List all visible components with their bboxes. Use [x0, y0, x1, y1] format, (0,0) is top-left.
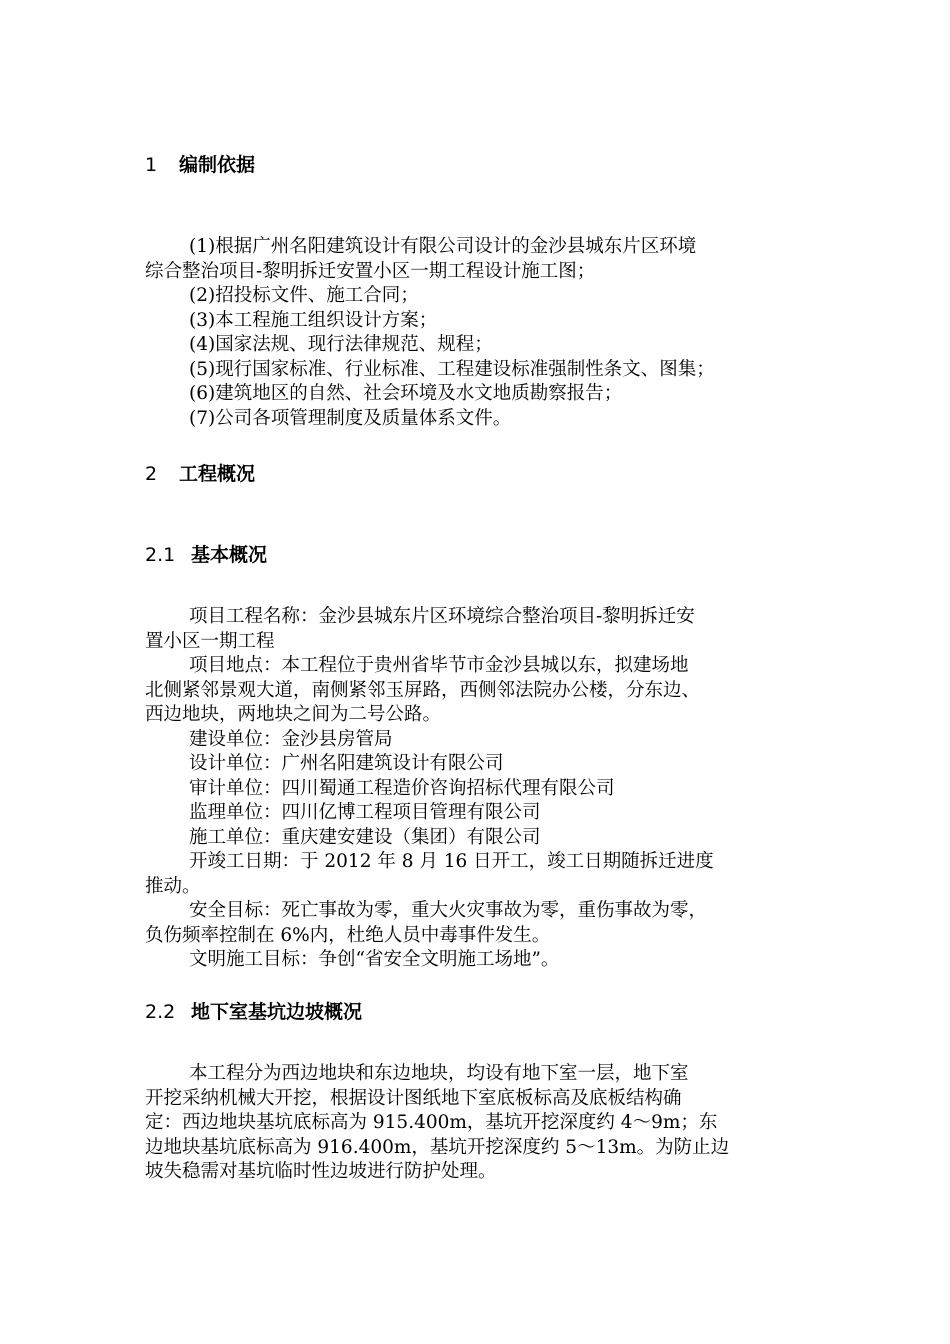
section-heading-1	[145, 153, 255, 177]
basement-line: 定：西边地块基坑底标高为 915.400m，基坑开挖深度约 4～9m；东	[145, 1112, 718, 1133]
overview-line: 西边地块，两地块之间为二号公路。	[145, 704, 442, 725]
basement-line: 开挖采纳机械大开挖，根据设计图纸地下室底板标高及底板结构确	[145, 1087, 682, 1109]
overview-line: 文明施工目标：争创“省安全文明施工场地”。	[189, 949, 560, 970]
section-number: 1	[145, 154, 158, 176]
overview-line: 开竣工日期：于 2012 年 8 月 16 日开工，竣工日期随拆迁进度	[189, 851, 714, 872]
basis-line: (1)根据广州名阳建筑设计有限公司设计的金沙县城东片区环境	[189, 236, 697, 257]
section-heading-2-1	[145, 543, 267, 567]
basis-line: (6)建筑地区的自然、社会环境及水文地质勘察报告；	[189, 383, 623, 404]
overview-line: 审计单位：四川蜀通工程造价咨询招标代理有限公司	[189, 777, 615, 799]
overview-line: 监理单位：四川亿博工程项目管理有限公司	[189, 802, 541, 823]
basement-slope-overview	[145, 1062, 821, 1185]
section-title: 地下室基坑边坡概况	[191, 1001, 363, 1023]
overview-line: 推动。	[145, 875, 201, 897]
section-title: 基本概况	[191, 544, 268, 566]
overview-line: 安全目标：死亡事故为零，重大火灾事故为零，重伤事故为零，	[189, 900, 708, 921]
overview-line: 负伤频率控制在 6%内，杜绝人员中毒事件发生。	[145, 924, 551, 946]
overview-line: 项目地点：本工程位于贵州省毕节市金沙县城以东，拟建场地	[189, 655, 689, 676]
section-title: 工程概况	[179, 463, 256, 485]
section-number: 2.2	[145, 1001, 176, 1023]
overview-line: 施工单位：重庆建安建设（集团）有限公司	[189, 826, 541, 848]
overview-line: 北侧紧邻景观大道，南侧紧邻玉屏路，西侧邻法院办公楼，分东边、	[145, 679, 701, 701]
basis-line: (2)招投标文件、施工合同；	[189, 285, 419, 306]
project-overview	[145, 605, 821, 973]
basis-line: (7)公司各项管理制度及质量体系文件。	[189, 407, 512, 429]
basement-line: 本工程分为西边地块和东边地块，均设有地下室一层，地下室	[189, 1063, 689, 1084]
basement-line: 坡失稳需对基坑临时性边坡进行防护处理。	[145, 1161, 497, 1182]
basis-line: (3)本工程施工组织设计方案；	[189, 309, 438, 331]
basis-line: (4)国家法规、现行法律规范、规程；	[189, 334, 493, 355]
section-number: 2	[145, 463, 158, 485]
overview-line: 置小区一期工程	[145, 630, 275, 652]
basement-line: 边地块基坑底标高为 916.400m，基坑开挖深度约 5～13m。为防止边	[145, 1136, 730, 1158]
overview-line: 项目工程名称：金沙县城东片区环境综合整治项目-黎明拆迁安	[189, 606, 695, 627]
basis-line: (5)现行国家标准、行业标准、工程建设标准强制性条文、图集；	[189, 358, 715, 380]
basis-line: 综合整治项目-黎明拆迁安置小区一期工程设计施工图；	[145, 260, 596, 282]
overview-line: 建设单位：金沙县房管局	[189, 728, 393, 750]
overview-line: 设计单位：广州名阳建筑设计有限公司	[189, 753, 504, 774]
section-heading-2-2	[145, 1000, 362, 1024]
section-heading-2	[145, 462, 255, 486]
section-number: 2.1	[145, 544, 176, 566]
basis-list	[145, 235, 821, 431]
section-title: 编制依据	[179, 154, 256, 176]
